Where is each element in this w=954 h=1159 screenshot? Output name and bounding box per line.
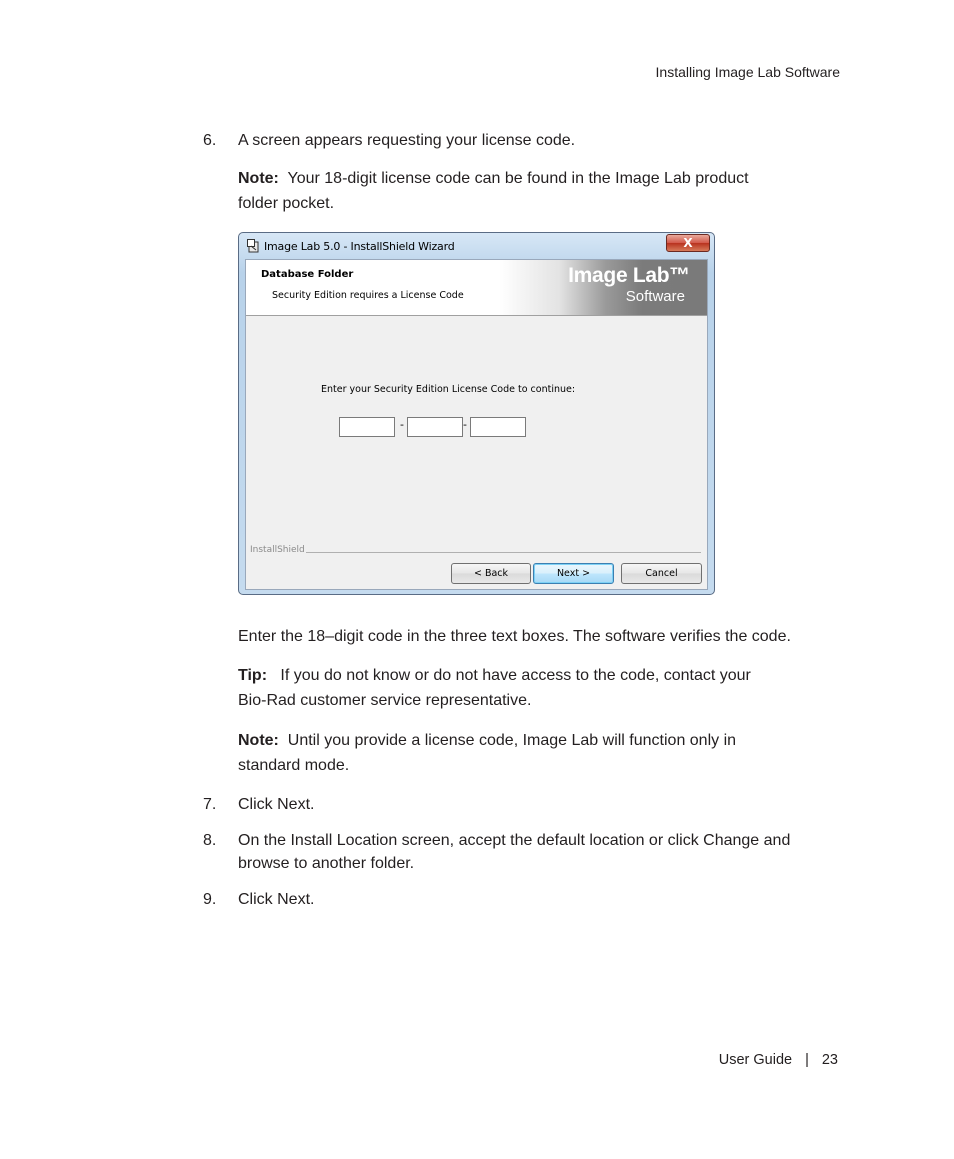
tip-paragraph — [238, 664, 751, 713]
note-paragraph — [238, 167, 749, 216]
product-logo-line1: Image Lab™ — [568, 264, 690, 287]
step-text: A screen appears requesting your license code. — [238, 132, 576, 149]
title-bar — [239, 233, 714, 259]
step-number: 6. — [203, 132, 217, 149]
note-text: Until you provide a license code, Image Lab will function only in — [287, 732, 737, 749]
note-text: standard mode. — [238, 756, 350, 774]
note-paragraph — [238, 729, 736, 778]
tip-text: Bio-Rad customer service representative. — [238, 691, 532, 709]
license-code-field-1[interactable] — [339, 417, 395, 437]
back-button[interactable]: < Back — [451, 563, 531, 584]
installshield-dialog — [238, 232, 715, 595]
step-text: Click Next. — [238, 796, 315, 813]
instruction-text: Enter the 18–digit code in the three text boxes. The software verifies the code. — [238, 628, 791, 645]
code-separator: - — [400, 418, 404, 431]
dialog-client-area — [245, 259, 708, 590]
step-number: 9. — [203, 891, 217, 908]
cancel-button[interactable]: Cancel — [621, 563, 702, 584]
window-title: Image Lab 5.0 - InstallShield Wizard — [264, 240, 455, 253]
step-number: 7. — [203, 796, 217, 813]
step-text — [238, 829, 790, 875]
step-text-line: browse to another folder. — [238, 855, 415, 872]
step-number: 8. — [203, 832, 217, 849]
step-text: Click Next. — [238, 891, 315, 908]
banner-subtitle: Security Edition requires a License Code — [272, 290, 464, 301]
wizard-banner — [246, 260, 707, 316]
next-button[interactable]: Next > — [533, 563, 614, 584]
note-label: Note: — [238, 170, 279, 187]
page-footer — [719, 1052, 838, 1068]
installer-app-icon — [247, 239, 260, 253]
footer-separator: | — [805, 1052, 809, 1068]
running-header: Installing Image Lab Software — [655, 64, 840, 80]
note-text: folder pocket. — [238, 194, 335, 212]
license-prompt: Enter your Security Edition License Code to continue: — [321, 384, 576, 395]
page-number: 23 — [821, 1052, 838, 1068]
license-code-field-3[interactable] — [470, 417, 526, 437]
brand-divider — [306, 552, 701, 553]
note-text: Your 18-digit license code can be found in the Image Lab product — [287, 170, 749, 187]
close-button[interactable]: X — [666, 234, 710, 252]
installshield-brand: InstallShield — [250, 545, 305, 555]
footer-guide-label: User Guide — [718, 1052, 793, 1068]
code-separator: - — [463, 418, 467, 431]
tip-label: Tip: — [238, 667, 268, 684]
banner-title: Database Folder — [261, 269, 354, 280]
step-text-line: On the Install Location screen, accept the default location or click Change and — [238, 832, 791, 849]
note-label: Note: — [238, 732, 279, 749]
product-logo-line2: Software — [625, 288, 685, 305]
license-code-field-2[interactable] — [407, 417, 463, 437]
tip-text: If you do not know or do not have access to the code, contact your — [280, 667, 751, 684]
